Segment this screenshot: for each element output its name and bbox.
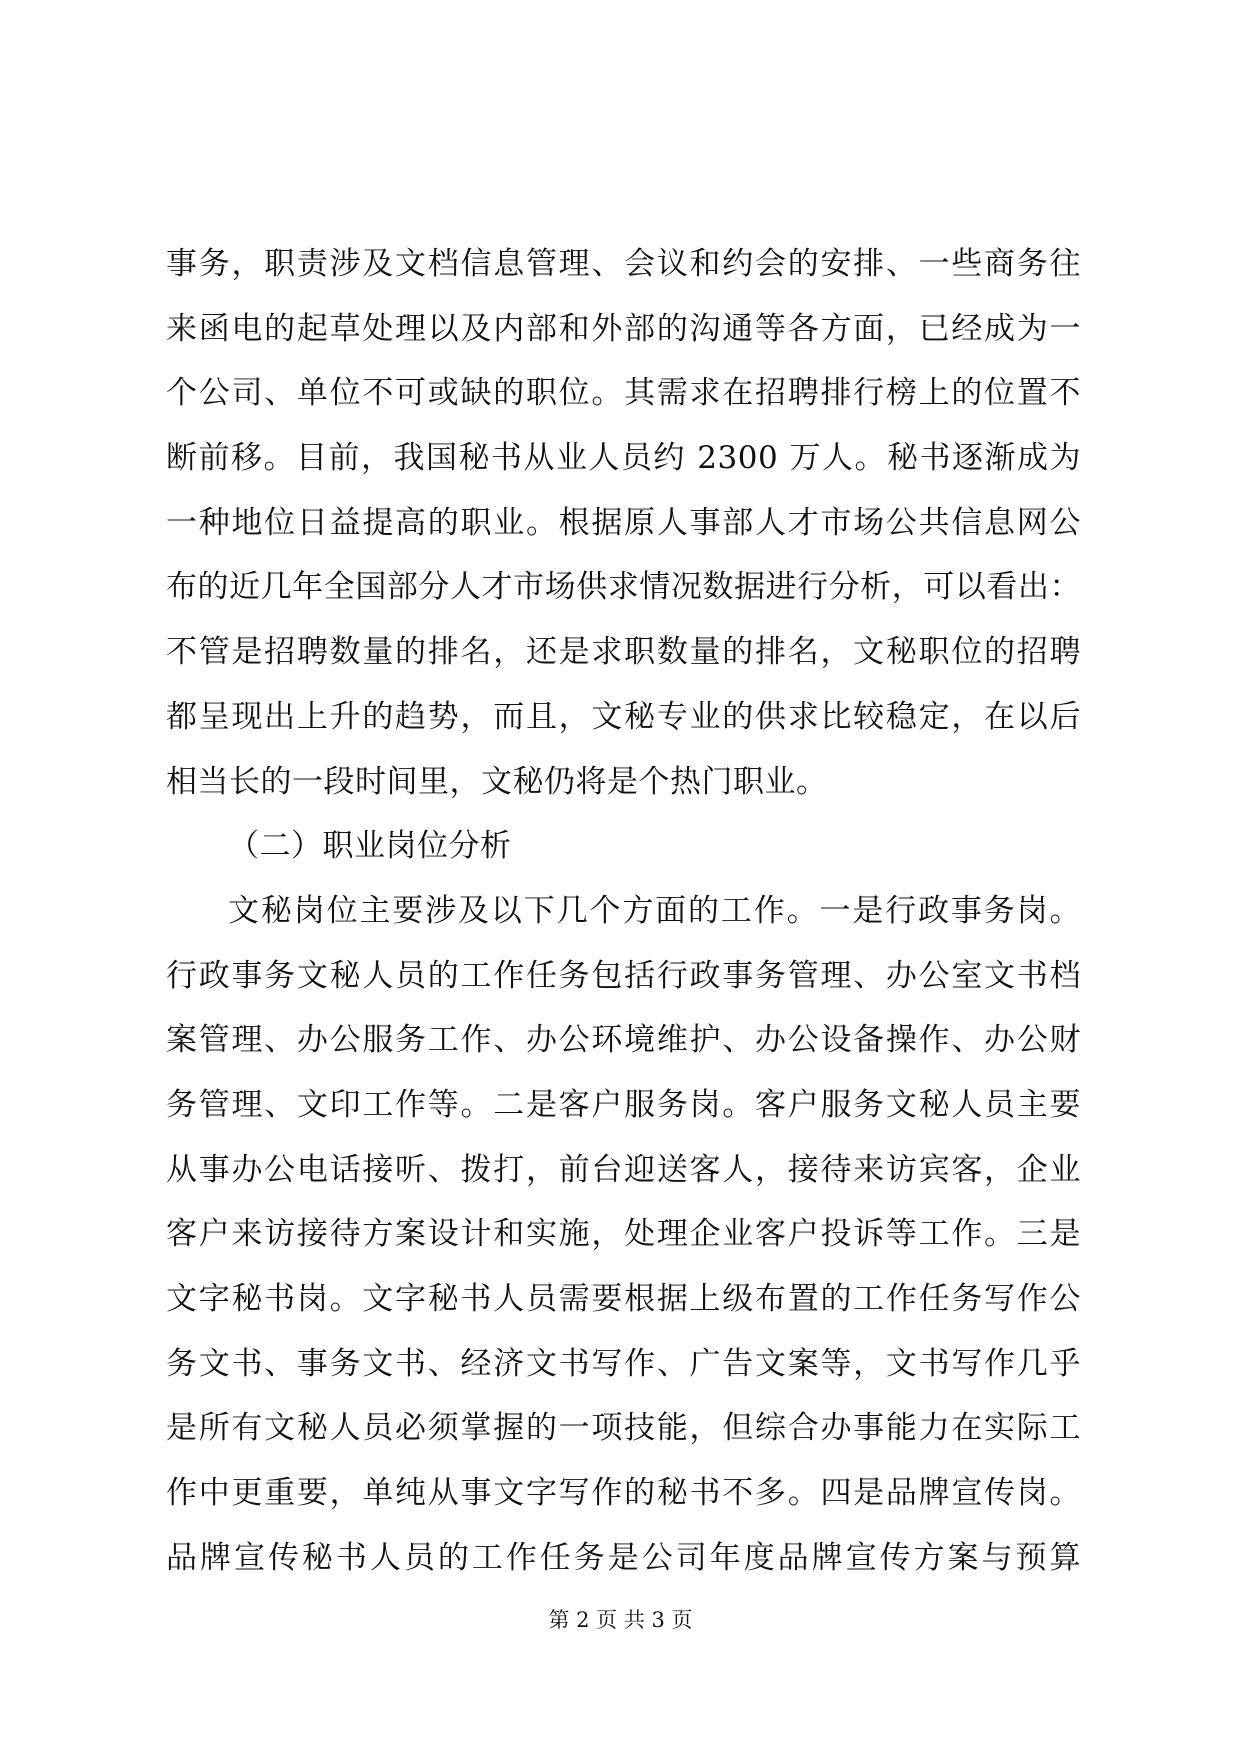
body-text bbox=[166, 232, 1081, 1590]
text-line: 断前移。目前，我国秘书从业人员约 2300 万人。秘书逐渐成为 bbox=[166, 440, 1081, 477]
page-footer bbox=[0, 1605, 1241, 1635]
page-number: 第 2 页 共 3 页 bbox=[548, 1608, 693, 1632]
text-line: 都呈现出上升的趋势，而且，文秘专业的供求比较稳定，在以后 bbox=[166, 698, 1081, 735]
text-line: 文字秘书岗。文字秘书人员需要根据上级布置的工作任务写作公 bbox=[166, 1281, 1081, 1317]
text-line: 一种地位日益提高的职业。根据原人事部人才市场公共信息网公 bbox=[166, 504, 1081, 541]
text-line: 相当长的一段时间里，文秘仍将是个热门职业。 bbox=[166, 763, 828, 800]
text-line: 来函电的起草处理以及内部和外部的沟通等各方面，已经成为一 bbox=[166, 310, 1081, 347]
text-line: 作中更重要，单纯从事文字写作的秘书不多。四是品牌宣传岗。 bbox=[166, 1475, 1081, 1512]
text-line: 事务，职责涉及文档信息管理、会议和约会的安排、一些商务往 bbox=[166, 246, 1081, 282]
text-line: 客户来访接待方案设计和实施，处理企业客户投诉等工作。三是 bbox=[166, 1216, 1081, 1253]
text-line: 不管是招聘数量的排名，还是求职数量的排名，文秘职位的招聘 bbox=[166, 634, 1081, 671]
text-line: 文秘岗位主要涉及以下几个方面的工作。一是行政事务岗。 bbox=[228, 892, 1081, 929]
text-line: 是所有文秘人员必须掌握的一项技能，但综合办事能力在实际工 bbox=[166, 1410, 1081, 1447]
text-line: 布的近几年全国部分人才市场供求情况数据进行分析，可以看出： bbox=[166, 569, 1081, 606]
text-line: 案管理、办公服务工作、办公环境维护、办公设备操作、办公财 bbox=[166, 1022, 1081, 1059]
text-line: 务管理、文印工作等。二是客户服务岗。客户服务文秘人员主要 bbox=[166, 1086, 1081, 1123]
text-line: 从事办公电话接听、拨打，前台迎送客人，接待来访宾客，企业 bbox=[166, 1151, 1081, 1188]
text-line: 行政事务文秘人员的工作任务包括行政事务管理、办公室文书档 bbox=[166, 957, 1081, 994]
text-line: 个公司、单位不可或缺的职位。其需求在招聘排行榜上的位置不 bbox=[166, 375, 1081, 412]
text-line: 务文书、事务文书、经济文书写作、广告文案等，文书写作几乎 bbox=[166, 1345, 1081, 1382]
text-line: 品牌宣传秘书人员的工作任务是公司年度品牌宣传方案与预算 bbox=[166, 1539, 1081, 1576]
section-heading: （二）职业岗位分析 bbox=[228, 828, 512, 865]
